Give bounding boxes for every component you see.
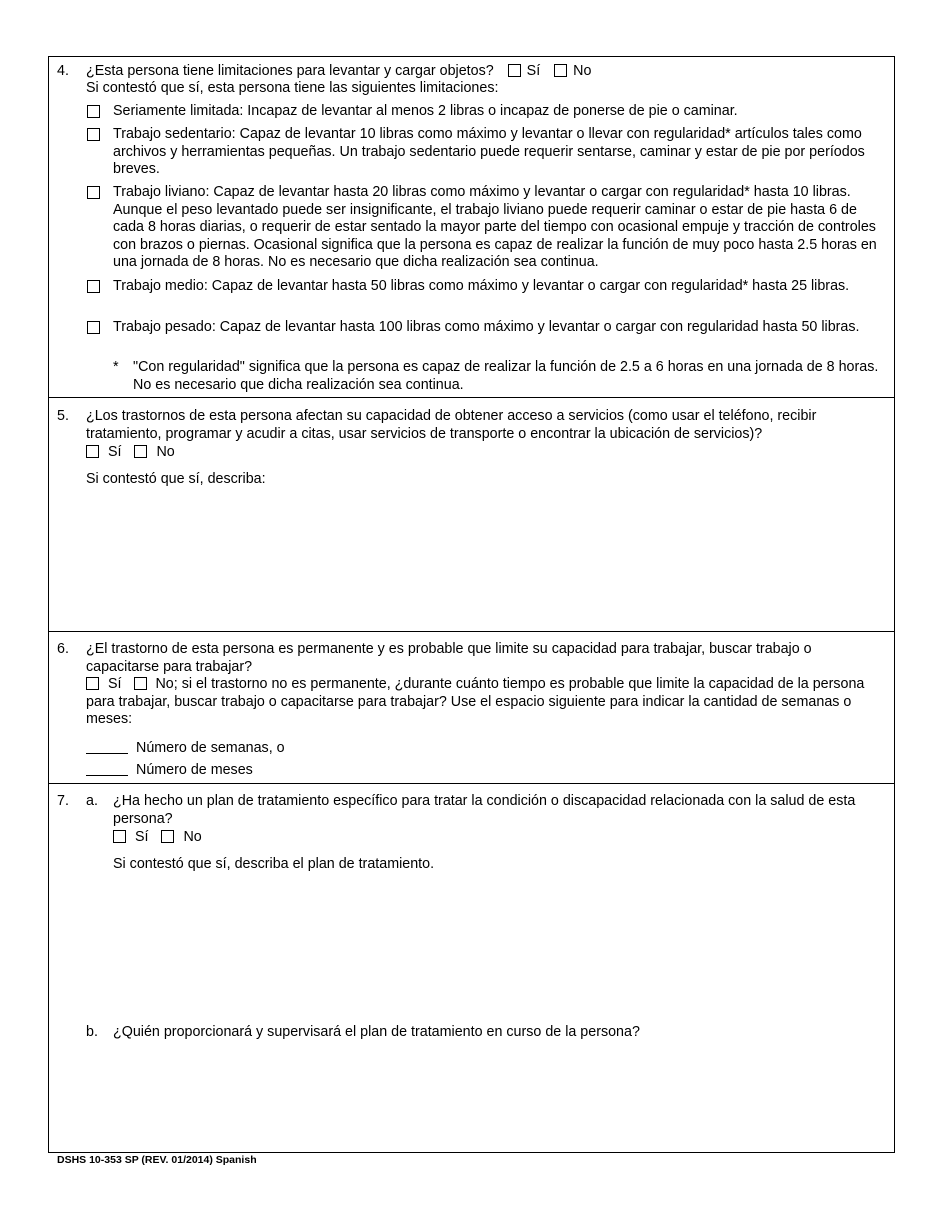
question-4-number: 4. xyxy=(57,63,69,79)
option-medium xyxy=(87,278,884,296)
question-6-no-checkbox[interactable] xyxy=(134,677,147,690)
option-light xyxy=(87,184,884,272)
option-medium-text: Trabajo medio: Capaz de levantar hasta 50 libras como máximo y levantar o cargar con regularidad* hasta 25 libras. xyxy=(113,278,850,294)
question-6-text: ¿El trastorno de esta persona es permanente y es probable que limite su capacidad para trabajar, buscar trabajo o capacitarse para trabajar? xyxy=(86,641,812,675)
option-light-checkbox[interactable] xyxy=(87,186,100,199)
question-5-no-checkbox[interactable] xyxy=(134,445,147,458)
option-seriously-limited-text: Seriamente limitada: Incapaz de levantar al menos 2 libras o incapaz de ponerse de pie o caminar. xyxy=(113,103,738,119)
question-7a-no-checkbox[interactable] xyxy=(161,830,174,843)
weeks-input[interactable] xyxy=(86,740,128,754)
question-7-number: 7. xyxy=(57,793,69,809)
option-seriously-limited-checkbox[interactable] xyxy=(87,105,100,118)
question-4-section xyxy=(49,57,894,397)
option-medium-checkbox[interactable] xyxy=(87,280,100,293)
question-6-number: 6. xyxy=(57,641,69,657)
option-sedentary xyxy=(87,126,884,179)
option-seriously-limited xyxy=(87,103,884,121)
question-5-yes-label: Sí xyxy=(107,444,122,460)
question-4-no-label: No xyxy=(573,63,592,79)
weeks-label: Número de semanas, o xyxy=(136,740,285,756)
question-7a-text: ¿Ha hecho un plan de tratamiento específico para tratar la condición o discapacidad relacionada con la salud de esta persona? xyxy=(113,793,856,827)
question-7b-text: ¿Quién proporcionará y supervisará el plan de tratamiento en curso de la persona? xyxy=(113,1024,640,1040)
question-5-section xyxy=(49,397,894,631)
note-asterisk: * xyxy=(113,359,119,375)
question-7a-describe-label: Si contestó que sí, describa el plan de tratamiento. xyxy=(113,856,435,872)
question-6-no-text: No; si el trastorno no es permanente, ¿durante cuánto tiempo es probable que limite la capacidad de la persona para trabajar, buscar trabajo o capacitarse para trabajar? Use el espacio siguiente para indicar la cantidad de semanas o meses: xyxy=(86,676,865,728)
question-6-yes-checkbox[interactable] xyxy=(86,677,99,690)
question-5-no-label: No xyxy=(156,444,175,460)
question-6-yes-label: Sí xyxy=(107,676,122,693)
option-light-text: Trabajo liviano: Capaz de levantar hasta 20 libras como máximo y levantar o cargar con regularidad* hasta 10 libras. Aunque el peso levantado puede ser insignificante, el trabajo liviano puede requerir caminar o estar de pie hasta 6 de cada 8 horas diarias, o requerir de estar sentado la mayor parte del tiempo con ocasional empuje y tracción de controles con brazos o piernas. Ocasional significa que la persona es capaz de realizar la función de muy poco hasta 2.5 horas en una jornada de 8 horas. No es necesario que dicha realización sea continua. xyxy=(113,184,877,271)
option-sedentary-checkbox[interactable] xyxy=(87,128,100,141)
question-5-describe-label: Si contestó que sí, describa: xyxy=(86,471,266,487)
question-7a-label: a. xyxy=(86,793,98,809)
question-7a-yes-checkbox[interactable] xyxy=(113,830,126,843)
question-7a-yes-label: Sí xyxy=(134,829,149,845)
question-7a-no-label: No xyxy=(183,829,202,845)
question-4-text: ¿Esta persona tiene limitaciones para levantar y cargar objetos? xyxy=(86,63,494,79)
regularity-note xyxy=(113,359,884,394)
question-4-intro: Si contestó que sí, esta persona tiene las siguientes limitaciones: xyxy=(86,80,499,96)
months-input[interactable] xyxy=(86,762,128,776)
option-heavy-text: Trabajo pesado: Capaz de levantar hasta 100 libras como máximo y levantar o cargar con regularidad hasta 50 libras. xyxy=(113,319,860,335)
question-4-no-checkbox[interactable] xyxy=(554,64,567,77)
option-heavy-checkbox[interactable] xyxy=(87,321,100,334)
question-6-section xyxy=(49,631,894,783)
option-sedentary-text: Trabajo sedentario: Capaz de levantar 10 libras como máximo y levantar o llevar con regularidad* artículos tales como archivos y herramientas pequeñas. Un trabajo sedentario puede requerir sentarse, caminar y estar de pie por períodos breves. xyxy=(113,126,865,178)
question-7-section xyxy=(49,783,894,1152)
question-5-text: ¿Los trastornos de esta persona afectan su capacidad de obtener acceso a servicios (como usar el teléfono, recibir tratamiento, programar y acudir a citas, usar servicios de transporte o encontrar la ubicación de servicios)? xyxy=(86,408,817,442)
form-frame xyxy=(48,56,895,1153)
option-heavy xyxy=(87,319,884,337)
note-text: "Con regularidad" significa que la persona es capaz de realizar la función de 2.5 a 6 horas en una jornada de 8 horas. No es necesario que dicha realización sea continua. xyxy=(133,359,879,393)
question-4-yes-label: Sí xyxy=(526,63,541,79)
months-label: Número de meses xyxy=(136,762,253,778)
question-5-yes-checkbox[interactable] xyxy=(86,445,99,458)
question-7b-label: b. xyxy=(86,1024,98,1040)
question-5-number: 5. xyxy=(57,408,69,424)
question-4-yes-checkbox[interactable] xyxy=(508,64,521,77)
form-footer: DSHS 10-353 SP (REV. 01/2014) Spanish xyxy=(57,1154,257,1166)
